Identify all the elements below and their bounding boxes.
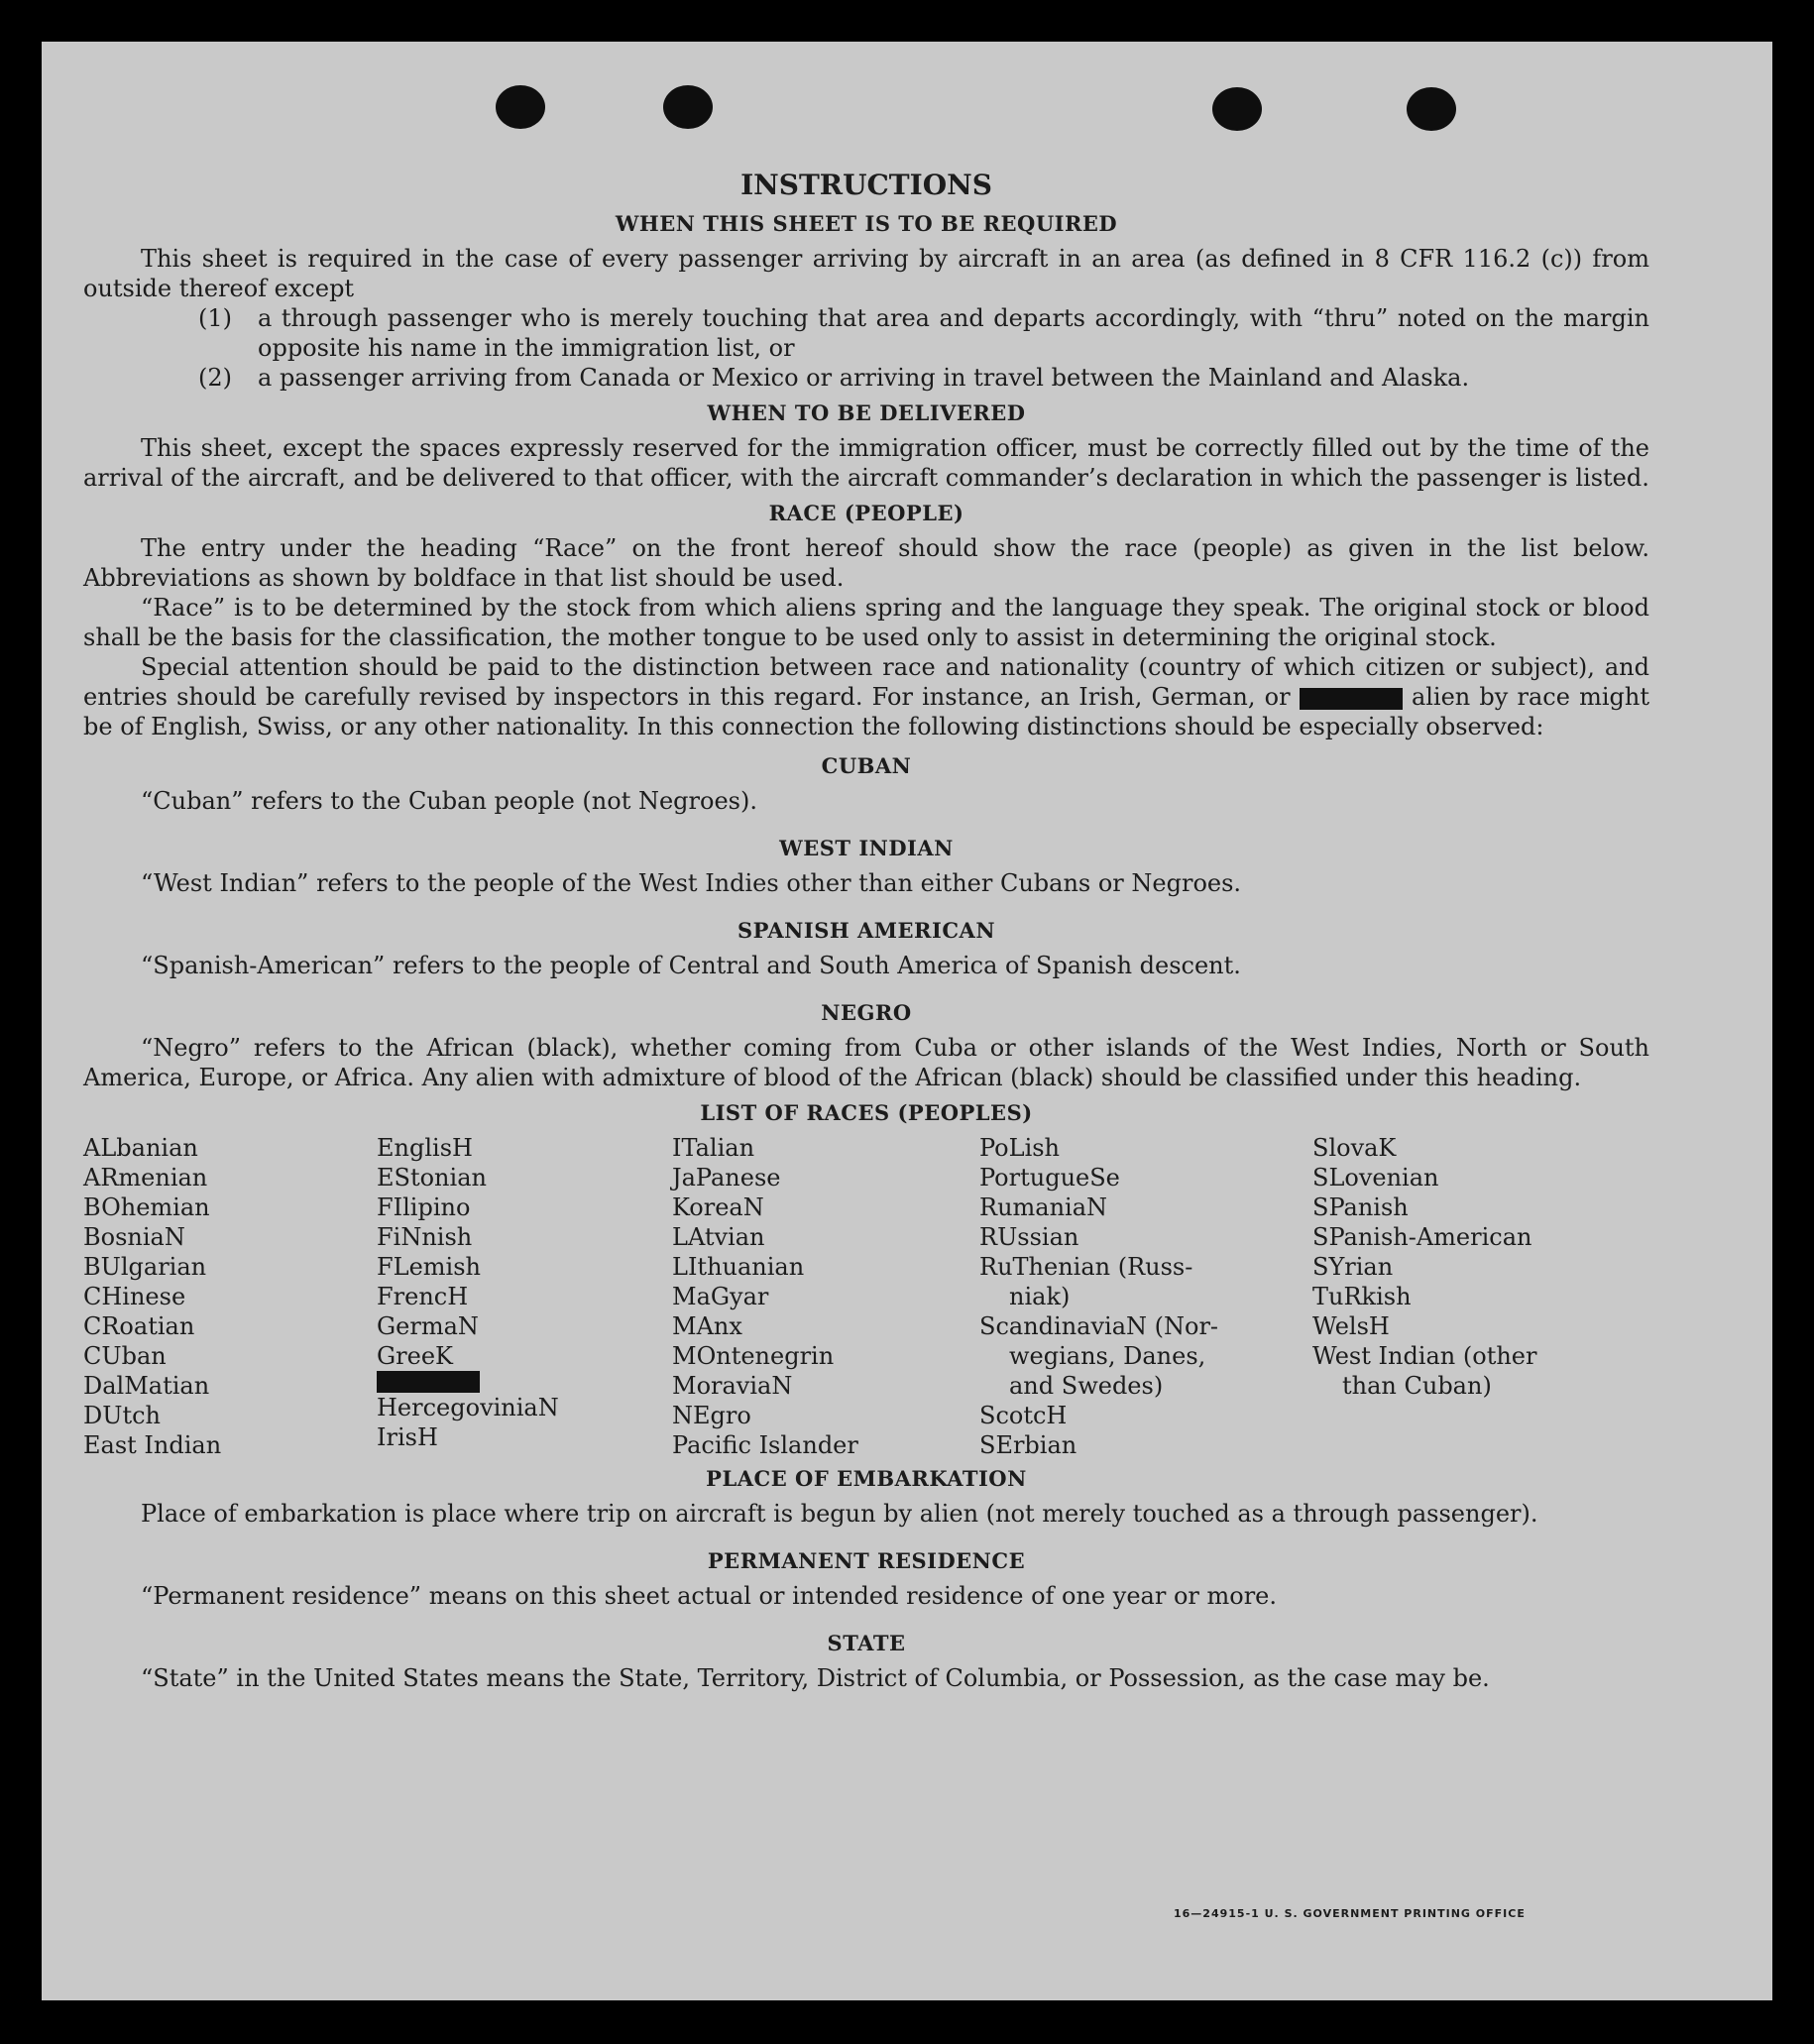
- race-entry: JaPanese: [672, 1164, 781, 1192]
- race-entry: FrencH: [377, 1283, 469, 1310]
- redaction-mark: [377, 1371, 480, 1393]
- item-text: a through passenger who is merely touching that area and departs accordingly, with “thru” noted on the margin opposite his name in the immigration list, or: [258, 304, 1649, 362]
- race-entry: SYrian: [1312, 1253, 1394, 1281]
- race-entry: PoLish: [979, 1134, 1061, 1162]
- race-entry-redacted: [377, 1371, 672, 1393]
- race-entry: EStonian: [377, 1164, 487, 1192]
- race-entry: SPanish-American: [1312, 1223, 1532, 1251]
- heading-cuban: CUBAN: [821, 753, 912, 778]
- item-number: (1): [198, 304, 232, 332]
- race-entry: MaGyar: [672, 1283, 769, 1310]
- race-entry: HercegoviniaN: [377, 1394, 559, 1421]
- paragraph-race-1: The entry under the heading “Race” on the front hereof should show the race (people) as given in the list below. Abbreviations as shown by boldface in that list should be used.: [83, 534, 1649, 592]
- races-table: [83, 1133, 1649, 1460]
- printer-imprint: 16—24915-1 U. S. GOVERNMENT PRINTING OFFICE: [1174, 1907, 1526, 1920]
- paragraph-embarkation: Place of embarkation is place where trip on aircraft is begun by alien (not merely touched as a through passenger).: [141, 1500, 1538, 1528]
- paragraph-cuban: “Cuban” refers to the Cuban people (not Negroes).: [141, 787, 757, 815]
- race-entry: RUssian: [979, 1223, 1079, 1251]
- heading-race: RACE (PEOPLE): [768, 501, 964, 525]
- page-title: INSTRUCTIONS: [740, 169, 992, 201]
- race-entry: LIthuanian: [672, 1253, 805, 1281]
- paragraph-negro: “Negro” refers to the African (black), whether coming from Cuba or other islands of the West Indies, North or South America, Europe, or Africa. Any alien with admixture of blood of the African (black) should be classified under this heading.: [83, 1034, 1649, 1091]
- item-text: a passenger arriving from Canada or Mexico or arriving in travel between the Mainland and Alaska.: [258, 364, 1470, 392]
- heading-permanent-residence: PERMANENT RESIDENCE: [707, 1548, 1026, 1573]
- paragraph-race-2: “Race” is to be determined by the stock from which aliens spring and the language they speak. The original stock or blood shall be the basis for the classification, the mother tongue to be used only to assist in determining the original stock.: [83, 594, 1649, 651]
- race-entry-continued: than Cuban): [1342, 1372, 1492, 1400]
- race-entry-continued: and Swedes): [1009, 1372, 1164, 1400]
- heading-when-delivered: WHEN TO BE DELIVERED: [707, 400, 1026, 425]
- heading-list-of-races: LIST OF RACES (PEOPLES): [700, 1100, 1033, 1125]
- race-entry: ScandinaviaN (Nor-: [979, 1312, 1219, 1340]
- race-entry: West Indian (other: [1312, 1342, 1537, 1370]
- race-entry: DalMatian: [83, 1372, 210, 1400]
- paragraph-state: “State” in the United States means the State, Territory, District of Columbia, or Possession, as the case may be.: [141, 1664, 1490, 1692]
- paragraph-residence: “Permanent residence” means on this sheet actual or intended residence of one year or more.: [141, 1582, 1277, 1610]
- redaction-mark: [1300, 688, 1403, 710]
- race-entry: ITalian: [672, 1134, 755, 1162]
- race-entry: EnglisH: [377, 1134, 473, 1162]
- punch-hole: [663, 85, 713, 129]
- paragraph-race-3: [83, 652, 1649, 741]
- item-number: (2): [198, 364, 232, 392]
- races-column-5: [1312, 1133, 1649, 1460]
- race-entry: WelsH: [1312, 1312, 1390, 1340]
- race-entry: SLovenian: [1312, 1164, 1439, 1192]
- race-entry: CHinese: [83, 1283, 186, 1310]
- heading-spanish-american: SPANISH AMERICAN: [737, 918, 996, 943]
- race-entry: BUlgarian: [83, 1253, 207, 1281]
- races-column-1: [83, 1133, 377, 1460]
- races-column-4: [979, 1133, 1312, 1460]
- race-entry: ALbanian: [83, 1134, 198, 1162]
- race-entry-continued: wegians, Danes,: [1009, 1342, 1206, 1370]
- race-entry: CRoatian: [83, 1312, 195, 1340]
- race-entry: GreeK: [377, 1342, 453, 1370]
- race-entry: SPanish: [1312, 1193, 1409, 1221]
- paragraph-required-intro: This sheet is required in the case of every passenger arriving by aircraft in an area (as defined in 8 CFR 116.2 (c)) from outside thereof except: [83, 245, 1649, 302]
- race-entry: SErbian: [979, 1431, 1077, 1459]
- heading-state: STATE: [827, 1631, 906, 1655]
- list-item: [83, 363, 1649, 393]
- race-entry: Pacific Islander: [672, 1431, 858, 1459]
- instructions-content: [83, 169, 1649, 1693]
- race-entry: MoraviaN: [672, 1372, 793, 1400]
- race-entry: LAtvian: [672, 1223, 765, 1251]
- document-page: [42, 42, 1772, 2000]
- list-item: [83, 303, 1649, 363]
- paragraph-delivered: This sheet, except the spaces expressly reserved for the immigration officer, must be correctly filled out by the time of the arrival of the aircraft, and be delivered to that officer, with the aircraft commander’s declaration in which the passenger is listed.: [83, 434, 1649, 492]
- punch-hole: [1407, 87, 1456, 131]
- race-entry: SlovaK: [1312, 1134, 1397, 1162]
- race-entry: CUban: [83, 1342, 167, 1370]
- race-entry: FLemish: [377, 1253, 481, 1281]
- race-3-after: alien by race might be of English, Swiss, or any other nationality. In this connection the following distinctions should be especially observed:: [83, 683, 1649, 740]
- race-entry: GermaN: [377, 1312, 479, 1340]
- heading-place-of-embarkation: PLACE OF EMBARKATION: [706, 1466, 1027, 1491]
- race-entry: ScotcH: [979, 1402, 1068, 1429]
- races-column-2: [377, 1133, 672, 1460]
- race-entry: RumaniaN: [979, 1193, 1108, 1221]
- heading-west-indian: WEST INDIAN: [779, 836, 954, 860]
- race-entry: East Indian: [83, 1431, 222, 1459]
- race-entry: DUtch: [83, 1402, 162, 1429]
- race-entry-continued: niak): [1009, 1283, 1071, 1310]
- race-entry: TuRkish: [1312, 1283, 1412, 1310]
- race-entry: RuThenian (Russ-: [979, 1253, 1193, 1281]
- race-entry: NEgro: [672, 1402, 751, 1429]
- races-column-3: [672, 1133, 979, 1460]
- paragraph-spanish-american: “Spanish-American” refers to the people of Central and South America of Spanish descent.: [141, 952, 1241, 979]
- race-entry: KoreaN: [672, 1193, 764, 1221]
- race-entry: FiNnish: [377, 1223, 473, 1251]
- race-entry: FIlipino: [377, 1193, 471, 1221]
- race-entry: PortugueSe: [979, 1164, 1120, 1192]
- heading-negro: NEGRO: [821, 1000, 912, 1025]
- race-3-before: Special attention should be paid to the distinction between race and nationality (country of which citizen or subject), and entries should be carefully revised by inspectors in this regard. For instance, an Irish, German, or: [83, 653, 1649, 711]
- paragraph-west-indian: “West Indian” refers to the people of the West Indies other than either Cubans or Negroes.: [141, 869, 1242, 897]
- race-entry: BosniaN: [83, 1223, 185, 1251]
- punch-hole: [496, 85, 545, 129]
- race-entry: MOntenegrin: [672, 1342, 835, 1370]
- race-entry: ARmenian: [83, 1164, 208, 1192]
- race-entry: MAnx: [672, 1312, 742, 1340]
- race-entry: BOhemian: [83, 1193, 210, 1221]
- race-entry: IrisH: [377, 1423, 438, 1451]
- punch-hole: [1212, 87, 1262, 131]
- heading-when-required: WHEN THIS SHEET IS TO BE REQUIRED: [615, 211, 1118, 236]
